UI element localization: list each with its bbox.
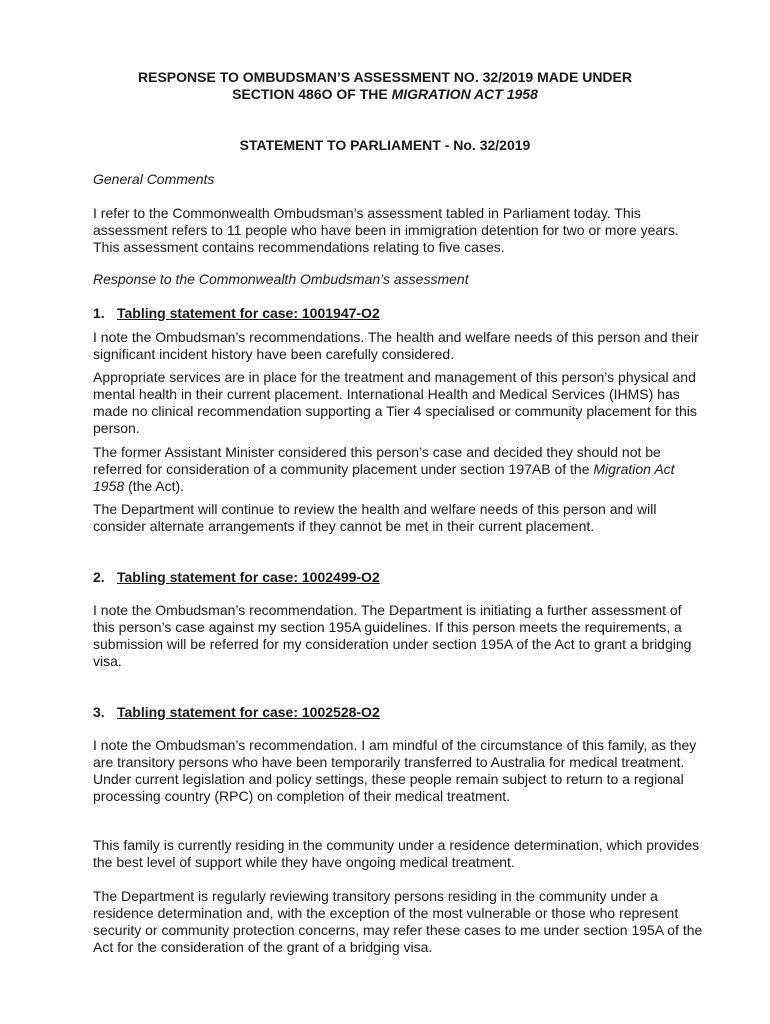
case3-heading [93, 704, 705, 721]
case2-heading [93, 569, 705, 586]
document-title-act-name: MIGRATION ACT 1958 [391, 86, 538, 102]
general-comments-text: I refer to the Commonwealth Ombudsman’s assessment tabled in Parliament today. This assessment refers to 11 people who have been in immigration detention for two or more years. This assessment contains recommendations relating to five cases. [93, 205, 679, 255]
case1-text-3-act-name: Migration Act 1958 [93, 461, 675, 494]
case3-text-2: This family is currently residing in the community under a residence determination, which provides the best level of support while they have ongoing medical treatment. [93, 837, 700, 870]
case1-paragraph-2 [93, 369, 705, 437]
document-title-line2 [60, 86, 710, 103]
case1-text-2: Appropriate services are in place for the treatment and management of this person’s physical and mental health in their current placement. International Health and Medical Services (IHMS) has made no clinical recommendation supporting a Tier 4 specialised or community placement for this person. [93, 369, 697, 436]
case1-paragraph-4 [93, 501, 705, 535]
statement-title: STATEMENT TO PARLIAMENT - No. 32/2019 [239, 137, 531, 153]
case1-text-3-prefix: The former Assistant Minister considered this person’s case and decided they should not be referred for consideration of a community placement under section 197AB of the [93, 444, 661, 477]
case3-text-3: The Department is regularly reviewing transitory persons residing in the community under a residence determination and, with the exception of the most vulnerable or those who represent security or community protection concerns, may refer these cases to me under section 195A of the Act for the consideration of the grant of a bridging visa. [93, 888, 703, 955]
case1-text-3 [93, 444, 705, 495]
case3-number: 3. [93, 704, 105, 720]
case1-heading [93, 305, 705, 322]
case1-text-4: The Department will continue to review the health and welfare needs of this person and will consider alternate arrangements if they cannot be met in their current placement. [93, 501, 657, 534]
case3-paragraph-3 [93, 888, 705, 956]
case3-paragraph-1 [93, 737, 705, 805]
case2-number: 2. [93, 569, 105, 585]
case2-paragraph-1 [93, 602, 705, 670]
document-title [60, 69, 710, 103]
case2-text-1: I note the Ombudsman’s recommendation. The Department is initiating a further assessment of this person’s case against my section 195A guidelines. If this person meets the requirements, a submission will be referred for my consideration under section 195A of the Act to grant a bridging visa. [93, 602, 692, 669]
case2-heading-text: Tabling statement for case: 1002499-O2 [117, 569, 380, 585]
general-comments-paragraph [93, 205, 705, 256]
document-title-line1: RESPONSE TO OMBUDSMAN’S ASSESSMENT NO. 32/2019 MADE UNDER [138, 69, 632, 85]
case1-text-1: I note the Ombudsman’s recommendations. The health and welfare needs of this person and their significant incident history have been carefully considered. [93, 329, 699, 362]
case3-paragraph-2 [93, 837, 705, 871]
case1-text-3-suffix: (the Act). [124, 478, 185, 494]
case1-number: 1. [93, 305, 105, 321]
case1-paragraph-1 [93, 329, 705, 363]
case1-paragraph-3 [93, 444, 705, 495]
general-comments-heading: General Comments [93, 171, 215, 187]
document-title-line2-prefix: SECTION 486O OF THE [232, 86, 392, 102]
response-heading: Response to the Commonwealth Ombudsman’s assessment [93, 271, 469, 287]
case3-heading-text: Tabling statement for case: 1002528-O2 [117, 704, 380, 720]
case1-heading-text: Tabling statement for case: 1001947-O2 [117, 305, 380, 321]
case3-text-1: I note the Ombudsman’s recommendation. I am mindful of the circumstance of this family, as they are transitory persons who have been temporarily transferred to Australia for medical treatment. Under current legislation and policy settings, these people remain subject to return to a regional processing country (RPC) on completion of their medical treatment. [93, 737, 697, 804]
